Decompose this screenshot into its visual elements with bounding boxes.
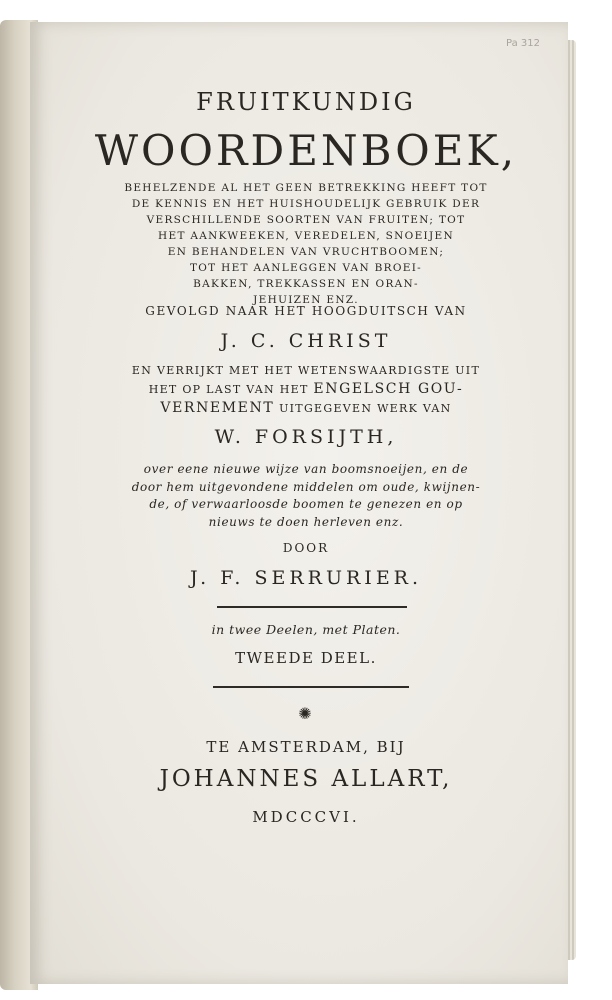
pencil-note: Pa 312 — [506, 38, 540, 49]
title-line-2: WOORDENBOEK, — [94, 126, 518, 175]
italic-line: door hem uitgevondene middelen om oude, kwijnen- — [131, 479, 481, 494]
subtitle-line: TOT HET AANLEGGEN VAN BROEI- — [189, 262, 423, 274]
italic-line: de, of verwaarloosde boomen te genezen en op — [149, 497, 463, 511]
subtitle-line: BAKKEN, TREKKASSEN EN ORAN- — [193, 278, 419, 290]
enriched-line-3-b: UITGEGEVEN WERK VAN — [274, 402, 452, 415]
enriched-line-1: EN VERRIJKT MET HET WETENSWAARDIGSTE UIT — [131, 364, 481, 377]
imprint-publisher: JOHANNES ALLART, — [159, 766, 453, 792]
part-label: TWEEDE DEEL. — [235, 649, 377, 667]
subtitle-line: DE KENNIS EN HET HUISHOUDELIJK GEBRUIK DER — [131, 198, 481, 210]
second-author: W. FORSIJTH, — [214, 426, 398, 448]
divider-rule-1 — [217, 606, 407, 608]
volumes-note: in twee Deelen, met Platen. — [211, 622, 401, 637]
subtitle-line: BEHELZENDE AL HET GEEN BETREKKING HEEFT TOT — [124, 182, 488, 194]
by-label: DOOR — [282, 541, 330, 555]
enriched-line-2-a: HET OP LAST VAN HET — [148, 383, 314, 396]
translator: J. F. SERRURIER. — [189, 567, 423, 589]
subtitle-block — [0, 180, 612, 308]
imprint-place: TE AMSTERDAM, BIJ — [206, 738, 406, 756]
enriched-line-3 — [0, 399, 612, 418]
italic-line: over eene nieuwe wijze van boomsnoeijen, en de — [143, 462, 469, 476]
subtitle-line: EN BEHANDELEN VAN VRUCHTBOOMEN; — [167, 246, 445, 258]
flower-ornament-icon: ✺ — [298, 704, 312, 723]
imprint-year: MDCCCVI. — [252, 808, 360, 826]
enriched-block — [0, 362, 612, 418]
subtitle-line: VERSCHILLENDE SOORTEN VAN FRUITEN; TOT — [146, 214, 466, 226]
italic-line: nieuws te doen herleven enz. — [208, 514, 404, 529]
enriched-line-3-a: VERNEMENT — [160, 400, 275, 416]
followed-by-line: GEVOLGD NAAR HET HOOGDUITSCH VAN — [145, 304, 467, 318]
original-author: J. C. CHRIST — [220, 330, 392, 352]
divider-rule-2 — [213, 686, 409, 688]
enriched-line-2 — [0, 380, 612, 399]
italic-description — [0, 461, 612, 531]
subtitle-line: JEHUIZEN ENZ. — [253, 294, 359, 306]
title-line-1: FRUITKUNDIG — [196, 88, 416, 116]
subtitle-line: HET AANKWEEKEN, VEREDELEN, SNOEIJEN — [158, 230, 454, 242]
enriched-line-2-b: ENGELSCH GOU- — [313, 381, 464, 397]
